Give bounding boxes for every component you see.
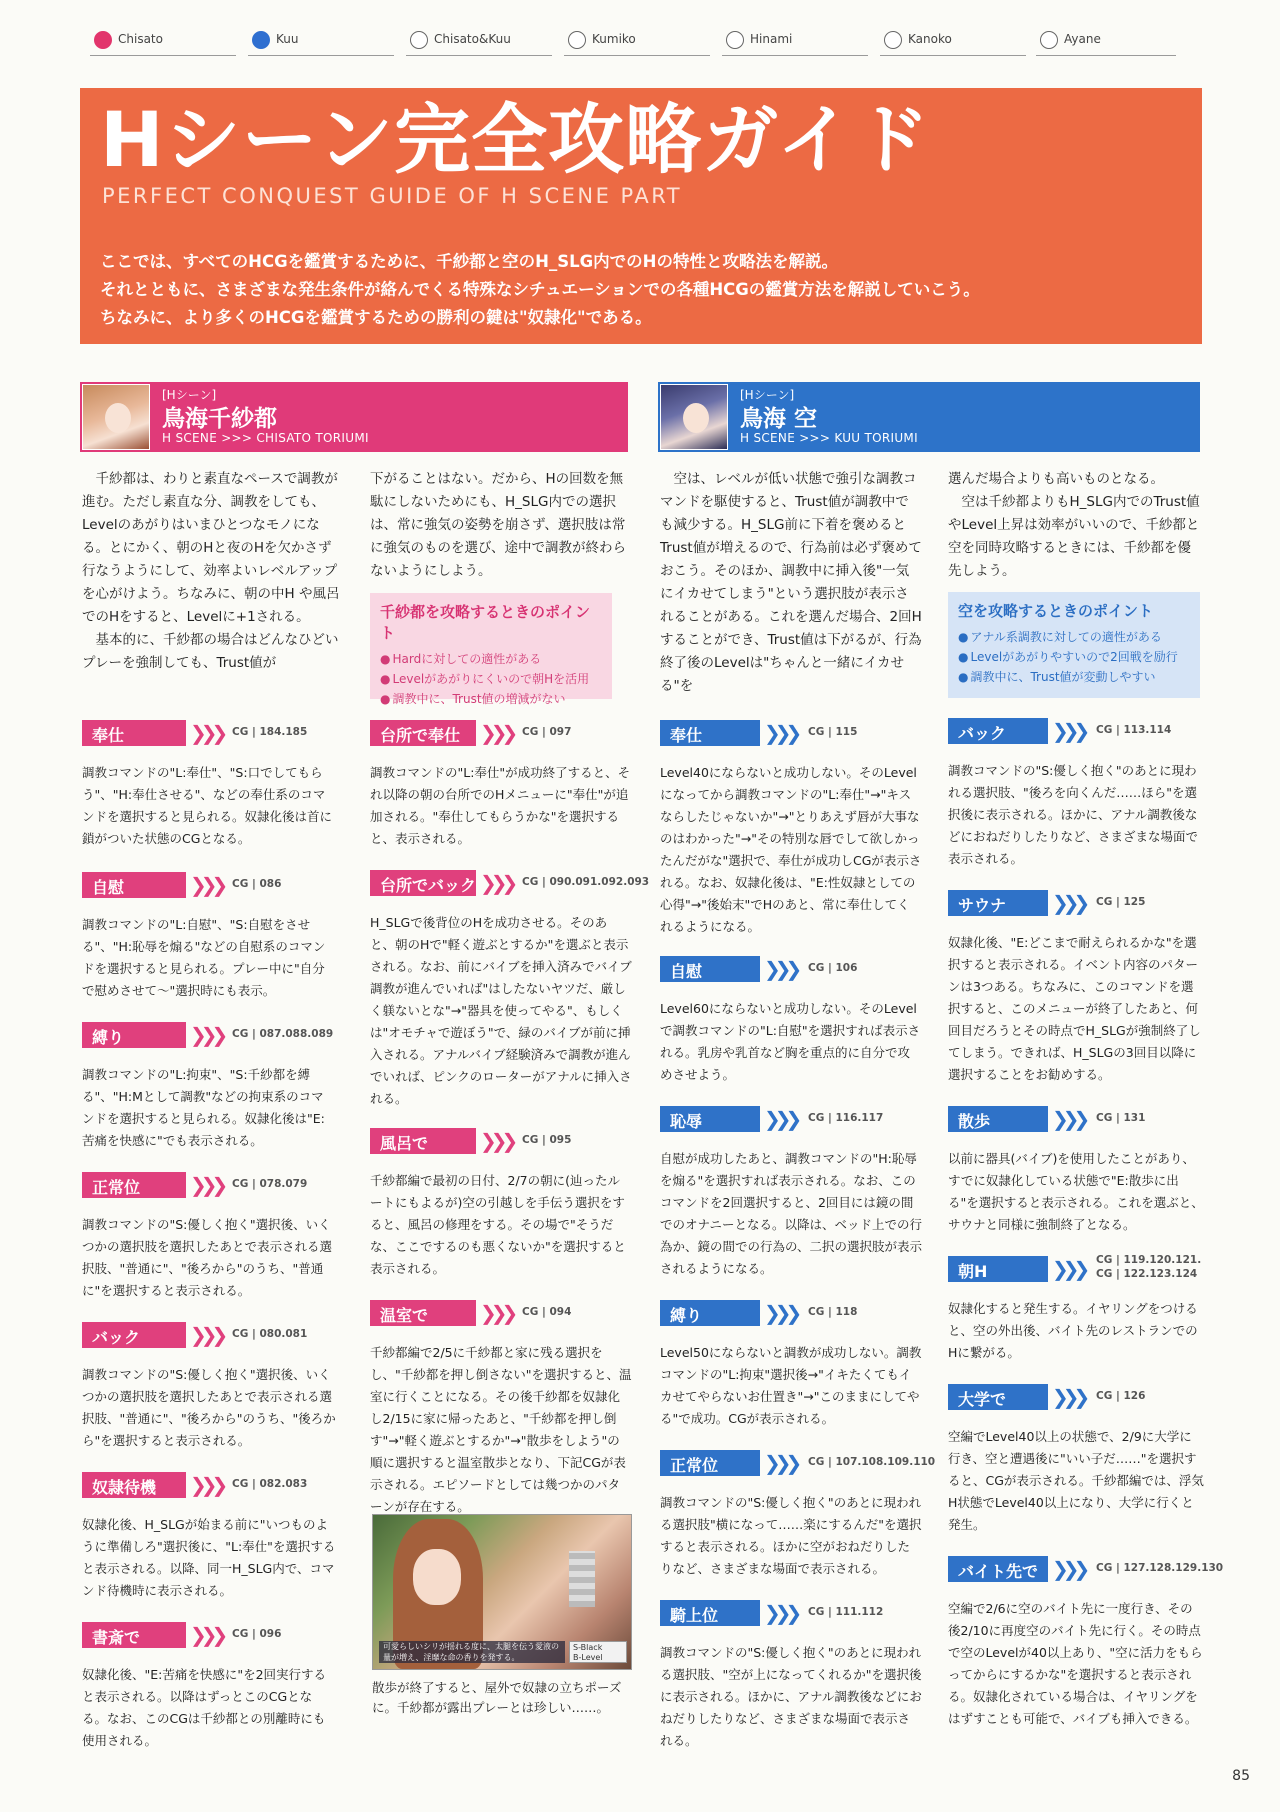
scene-title: 縛り <box>82 1022 186 1048</box>
nav-tab-label: Chisato&Kuu <box>434 32 511 46</box>
scene-description: H_SLGで後背位のHを成功させる。そのあと、朝のHで"軽く遊ぶとするか"を選ぶと表示される。なお、前にバイブを挿入済みでバイブ調教が進んでいれば"はしたないヤツだ、厳しく躾ないとな"→"器具を使ってやる"、もしくは"オモチャで遊ぼう"で、緑のバイブが前に挿入される。アナルバイブ経験済みで調教が進んでいれば、ピンクのローターがアナルに挿入される。 <box>370 915 632 1106</box>
hero-description <box>100 248 1190 332</box>
hero-line: ちなみに、より多くのHCGを鑑賞するための勝利の鍵は"奴隷化"である。 <box>100 308 652 327</box>
scene-block <box>660 956 922 1086</box>
scene-block <box>82 1322 336 1452</box>
scene-title: 縛り <box>660 1300 760 1326</box>
scene-block <box>82 872 336 1002</box>
scene-title: バック <box>948 718 1048 744</box>
chevron-right-icon: ❯❯❯ <box>190 721 223 745</box>
scene-block <box>82 1172 336 1302</box>
chevron-right-icon: ❯❯❯ <box>190 1173 223 1197</box>
scene-block <box>370 1300 632 1518</box>
scene-description: 以前に器具(バイブ)を使用したことがあり、すでに奴隷化している状態で"E:散歩に出る"を選択すると表示される。これを選ぶと、サウナと同様に強制終了となる。 <box>948 1151 1204 1232</box>
nav-tab-label: Chisato <box>118 32 163 46</box>
intro-paragraph: 空は千紗都よりもH_SLG内でのTrust値やLevel上昇は効率がいいので、千紗都と空を同時攻略するときには、千紗都を優先しよう。 <box>948 494 1200 579</box>
scene-description: 調教コマンドの"S:優しく抱く"選択後、いくつかの選択肢を選択したあとで表示される選択肢、"普通に"、"後ろから"のうち、"後ろから"を選択すると表示される。 <box>82 1367 336 1448</box>
scene-block <box>660 1106 922 1280</box>
scene-block <box>948 890 1204 1086</box>
cg-number: CG | 126 <box>1096 1390 1146 1402</box>
page-subtitle: PERFECT CONQUEST GUIDE OF H SCENE PART <box>102 184 683 208</box>
cg-number: CG | 096 <box>232 1628 282 1640</box>
page-number: 85 <box>1232 1768 1250 1784</box>
scene-description: 調教コマンドの"L:奉仕"が成功終了すると、それ以降の朝の台所でのHメニューに"奉仕"が追加される。"奉仕してもらうかな"を選択すると、表示される。 <box>370 765 631 846</box>
scene-description: 奴隷化後、"E:どこまで耐えられるかな"を選択すると表示される。イベント内容のパターンは3つある。ちなみに、このコマンドを選択すると、このメニューが終了したあと、何回目だろうとその時点でH_SLGが強制終了してしまう。できれば、H_SLGの3回目以降に選択することをお勧めする。 <box>948 935 1201 1082</box>
scene-description: 奴隷化後、H_SLGが始まる前に"いつものように準備しろ"選択後に、"L:奉仕"を選択すると表示される。以降、同一H_SLG内で、コマンド待機時に表示される。 <box>82 1517 336 1598</box>
hero-line: それとともに、さまざまな発生条件が絡んでくる特殊なシチュエーションでの各種HCGの鑑賞方法を解説していこう。 <box>100 280 980 299</box>
cg-number: CG | 131 <box>1096 1112 1146 1124</box>
kuu-point-box <box>948 592 1200 698</box>
cg-number: CG | 125 <box>1096 896 1146 908</box>
cg-number: CG | 116.117 <box>808 1112 884 1124</box>
cg-number: CG | 122.123.124 <box>1096 1268 1198 1280</box>
nav-tab-chisato[interactable] <box>90 26 236 56</box>
intro-paragraph: 千紗都は、わりと素直なペースで調教が進む。ただし素直な分、調教をしても、Levelのあがりはいまひとつなモノになる。とにかく、朝のHと夜のHを欠かさず行なうようにして、効率よいレベルアップを心がけよう。ちなみに、朝の中H や風呂でのHをすると、Levelに+1される。 <box>82 471 340 625</box>
nav-tab-kumiko[interactable] <box>564 26 710 56</box>
scene-title: 書斎で <box>82 1622 186 1648</box>
cg-number: CG | 113.114 <box>1096 724 1172 736</box>
chisato-intro-col1 <box>82 468 344 675</box>
scene-description: 調教コマンドの"L:拘束"、"S:千紗都を縛る"、"H:Mとして調教"などの拘束系のコマンドを選択すると見られる。奴隷化後は"E:苦痛を快感に"でも表示される。 <box>82 1067 325 1148</box>
chevron-right-icon: ❯❯❯ <box>1052 891 1085 915</box>
scene-description: 調教コマンドの"S:優しく抱く"のあとに現われる選択肢、"後ろを向くんだ……ほら"を選択後に表示される。ほかに、アナル調教後などにおねだりしたりなど、さまざまな場面で表示される。 <box>948 763 1199 866</box>
scene-description: Level50にならないと調教が成功しない。調教コマンドの"L:拘束"選択後→"イキたくてもイカせてやらないお仕置き"→"このままにしてやる"で成功。CGが表示される。 <box>660 1345 922 1426</box>
nav-tab-label: Kumiko <box>592 32 636 46</box>
scene-description: 調教コマンドの"S:優しく抱く"選択後、いくつかの選択肢を選択したあとで表示される選択肢、"普通に"、"後ろから"のうち、"普通に"を選択すると表示される。 <box>82 1217 333 1298</box>
scene-description: Level60にならないと成功しない。そのLevelで調教コマンドの"L:自慰"を選択すれば表示される。乳房や乳首など胸を重点的に自分で攻めさせよう。 <box>660 1001 921 1082</box>
cg-number: CG | 086 <box>232 878 282 890</box>
scene-description: 調教コマンドの"S:優しく抱く"のあとに現われる選択肢、"空が上になってくれるか"を選択後に表示される。ほかに、アナル調教後などにおねだりしたりなど、さまざまな場面で表示される。 <box>660 1645 922 1748</box>
scene-block <box>82 1622 336 1752</box>
nav-tab-kanoko[interactable] <box>880 26 1026 56</box>
chevron-right-icon: ❯❯❯ <box>190 1023 223 1047</box>
hero-banner <box>80 88 1202 344</box>
scene-title: 奉仕 <box>660 720 760 746</box>
cg-number: CG | 094 <box>522 1306 572 1318</box>
character-nav <box>90 26 1180 58</box>
scene-title: 奴隷待機 <box>82 1472 186 1498</box>
scene-title: バック <box>82 1322 186 1348</box>
cg-number: CG | 097 <box>522 726 572 738</box>
scene-block <box>82 1022 336 1152</box>
chevron-right-icon: ❯❯❯ <box>480 1301 513 1325</box>
scene-block <box>660 720 922 938</box>
point-item: ● 調教中に、Trust値が変動しやすい <box>958 667 1190 687</box>
cg-number: CG | 078.079 <box>232 1178 308 1190</box>
scene-title: 自慰 <box>82 872 186 898</box>
chevron-right-icon: ❯❯❯ <box>764 721 797 745</box>
cg-number: CG | 111.112 <box>808 1606 884 1618</box>
point-title: 空を攻略するときのポイント <box>958 602 1154 620</box>
chevron-right-icon: ❯❯❯ <box>480 871 513 895</box>
scene-description: 奴隷化後、"E:苦痛を快感に"を2回実行すると表示される。以降はずっとこのCGとなる。なお、このCGは千紗都との別離時にも使用される。 <box>82 1667 327 1748</box>
chevron-right-icon: ❯❯❯ <box>480 721 513 745</box>
nav-tab-kuu[interactable] <box>248 26 394 56</box>
cg-number: CG | 127.128.129.130 <box>1096 1562 1224 1574</box>
hero-line: ここでは、すべてのHCGを鑑賞するために、千紗都と空のH_SLG内でのHの特性と攻略法を解説。 <box>100 252 838 271</box>
scene-description: 奴隷化すると発生する。イヤリングをつけると、空の外出後、バイト先のレストランでのHに繋がる。 <box>948 1301 1198 1360</box>
chevron-right-icon: ❯❯❯ <box>764 1301 797 1325</box>
scene-block <box>948 1556 1224 1730</box>
scene-title: 自慰 <box>660 956 760 982</box>
chisato-avatar <box>82 384 150 450</box>
cg-number: CG | 087.088.089 <box>232 1028 334 1040</box>
kuu-intro-col2 <box>948 468 1202 583</box>
scene-block <box>948 718 1204 870</box>
kuu-avatar <box>660 384 728 450</box>
scene-block <box>370 1128 632 1280</box>
point-item: ● アナル系調教に対しての適性がある <box>958 627 1190 647</box>
kuu-section-header <box>658 382 1200 452</box>
cg-number: CG | 119.120.121. <box>1096 1254 1202 1266</box>
section-tag: [Hシーン] <box>162 388 217 402</box>
chevron-right-icon: ❯❯❯ <box>1052 1385 1085 1409</box>
circle-icon <box>884 31 902 49</box>
page-title: Hシーン完全攻略ガイド <box>100 95 931 184</box>
scene-block <box>82 1472 336 1602</box>
chisato-section-header <box>80 382 628 452</box>
chevron-right-icon: ❯❯❯ <box>190 1623 223 1647</box>
scene-block <box>660 1300 922 1430</box>
nav-tab-ayane[interactable] <box>1036 26 1176 56</box>
screenshot-message: 可愛らしいシリが揺れる度に、太腿を伝う愛液の量が増え、淫靡な命の香りを発する。 <box>379 1641 565 1663</box>
chisato-point-box <box>370 593 612 706</box>
circle-icon <box>410 31 428 49</box>
chevron-right-icon: ❯❯❯ <box>764 1451 797 1475</box>
circle-icon <box>726 31 744 49</box>
character-name: 鳥海 空 <box>740 406 818 432</box>
circle-icon <box>1040 31 1058 49</box>
chevron-right-icon: ❯❯❯ <box>190 873 223 897</box>
scene-title: 温室で <box>370 1300 476 1326</box>
chevron-right-icon: ❯❯❯ <box>1052 1257 1085 1281</box>
scene-block <box>948 1384 1204 1536</box>
point-item: ● Levelがあがりやすいので2回戦を励行 <box>958 647 1190 667</box>
cg-number: CG | 115 <box>808 726 858 738</box>
scene-title: 正常位 <box>82 1172 186 1198</box>
scene-title: 台所でバック <box>370 870 476 896</box>
scene-description: 調教コマンドの"L:自慰"、"S:自慰をさせる"、"H:恥辱を煽る"などの自慰系のコマンドを選択すると見られる。プレー中に"自分で慰めさせて〜"選択時にも表示。 <box>82 917 326 998</box>
chevron-right-icon: ❯❯❯ <box>764 1601 797 1625</box>
scene-block <box>948 1256 1204 1364</box>
nav-tab-label: Ayane <box>1064 32 1101 46</box>
screenshot-caption: 散歩が終了すると、屋外で奴隷の立ちポーズに。千紗都が露出プレーとは珍しい……。 <box>372 1680 622 1715</box>
scene-block <box>948 1106 1204 1236</box>
chevron-right-icon: ❯❯❯ <box>190 1473 223 1497</box>
scene-title: 騎上位 <box>660 1600 760 1626</box>
intro-paragraph: 基本的に、千紗都の場合はどんなひどいプレーを強制しても、Trust値が <box>82 632 339 671</box>
intro-paragraph: 選んだ場合よりも高いものとなる。 <box>948 471 1164 487</box>
scene-title: 台所で奉仕 <box>370 720 476 746</box>
scene-title: 奉仕 <box>82 720 186 746</box>
scene-title: 恥辱 <box>660 1106 760 1132</box>
point-item: ● Levelがあがりにくいので朝Hを活用 <box>380 669 602 689</box>
scene-title: サウナ <box>948 890 1048 916</box>
scene-description: 調教コマンドの"L:奉仕"、"S:口でしてもらう"、"H:奉仕させる"、などの奉仕系のコマンドを選択すると見られる。奴隷化後は首に鎖がついた状態のCGとなる。 <box>82 765 333 846</box>
scene-description: 空編で2/6に空のバイト先に一度行き、その後2/10に再度空のバイト先に行く。その時点で空のLevelが40以上あり、"空に活力をもらってからにするかな"を選択すると表示される。奴隷化されている場合は、イヤリングをはずすことも可能で、バイブも挿入できる。 <box>948 1601 1203 1726</box>
screenshot-hud <box>569 1641 627 1663</box>
intro-paragraph: 下がることはない。だから、Hの回数を無駄にしないためにも、H_SLG内での選択は、常に強気の姿勢を崩さず、選択肢は常に強気のものを選び、途中で調教が終わらないようにしよう。 <box>370 471 626 579</box>
scene-description: 千紗都編で2/5に千紗都と家に残る選択をし、"千紗都を押し倒さない"を選択すると、温室に行くことになる。その後千紗都を奴隷化し2/15に家に帰ったあと、"千紗都を押し倒す"→"軽く遊ぶとするか"→"散歩をしよう"の順に選択すると温室散歩となり、下記CGが表示される。エピソードとしては幾つかのパターンが存在する。 <box>370 1345 632 1514</box>
cg-number: CG | 118 <box>808 1306 858 1318</box>
section-tag: [Hシーン] <box>740 388 795 402</box>
scene-block <box>660 1450 936 1580</box>
scene-block <box>370 870 650 1110</box>
point-item: ● 調教中に、Trust値の増減がない <box>380 689 602 709</box>
scene-description: 千紗都編で最初の日付、2/7の朝に(辿ったルートにもよるが)空の引越しを手伝う選択をすると、風呂の修理をする。その場で"そうだな、ここでするのも悪くないか"を選択すると表示される。 <box>370 1173 626 1276</box>
cg-number: CG | 090.091.092.093 <box>522 876 650 888</box>
nav-tab-hinami[interactable] <box>722 26 868 56</box>
cg-number: CG | 107.108.109.110 <box>808 1456 936 1468</box>
hud-label: S-Black <box>573 1643 603 1652</box>
hud-label: B-Level <box>573 1653 603 1662</box>
point-item: ● Hardに対しての適性がある <box>380 649 602 669</box>
circle-icon <box>568 31 586 49</box>
nav-tab-label: Hinami <box>750 32 793 46</box>
cg-number: CG | 184.185 <box>232 726 308 738</box>
cg-number: CG | 080.081 <box>232 1328 308 1340</box>
scene-title: バイト先で <box>948 1556 1048 1582</box>
chevron-right-icon: ❯❯❯ <box>764 957 797 981</box>
chevron-right-icon: ❯❯❯ <box>1052 1557 1085 1581</box>
chevron-right-icon: ❯❯❯ <box>480 1129 513 1153</box>
cg-number: CG | 106 <box>808 962 858 974</box>
scene-description: Level40にならないと成功しない。そのLevelになってから調教コマンドの"L:奉仕"→"キスならしたじゃないか"→"とりあえず唇が大事なのはわかった"→"その特別な唇でして欲しかったんだがな"選択で、奉仕が成功しCGが表示される。なお、奴隷化後は、"E:性奴隷としての心得"→"後始末"でHのあと、常に奉仕してくれるようになる。 <box>660 765 922 934</box>
circle-icon <box>94 31 112 49</box>
scene-description: 空編でLevel40以上の状態で、2/9に大学に行き、空と遭遇後に"いい子だ……"を選択すると、CGが表示される。千紗都編では、浮気H状態でLevel40以上になり、大学に行くと発生。 <box>948 1429 1204 1532</box>
game-screenshot <box>372 1514 632 1670</box>
chevron-right-icon: ❯❯❯ <box>1052 1107 1085 1131</box>
chisato-intro-col2 <box>370 468 626 583</box>
scene-title: 正常位 <box>660 1450 760 1476</box>
scene-block <box>82 720 336 850</box>
nav-tab-chisato-kuu[interactable] <box>406 26 552 56</box>
point-title: 千紗都を攻略するときのポイント <box>380 603 591 642</box>
scene-block <box>370 720 632 850</box>
scene-title: 朝H <box>948 1256 1048 1282</box>
character-name-en: H SCENE >>> CHISATO TORIUMI <box>162 431 369 445</box>
chevron-right-icon: ❯❯❯ <box>1052 719 1085 743</box>
scene-title: 大学で <box>948 1384 1048 1410</box>
kuu-intro-col1 <box>660 468 922 698</box>
character-name: 鳥海千紗都 <box>162 406 277 432</box>
intro-paragraph: 空は、レベルが低い状態で強引な調教コマンドを駆使すると、Trust値が調教中でも減少する。H_SLG前に下着を褒めるとTrust値が増えるので、行為前は必ず褒めておこう。そのほか、調教中に挿入後"一気にイカせてしまう"という選択肢が表示されることがある。これを選んだ場合、2回Hすることができ、Trust値は下がるが、行為終了後のLevelは"ちゃんと一緒にイカせる"を <box>660 471 922 694</box>
character-name-en: H SCENE >>> KUU TORIUMI <box>740 431 918 445</box>
chevron-right-icon: ❯❯❯ <box>190 1323 223 1347</box>
scene-title: 風呂で <box>370 1128 476 1154</box>
cg-number: CG | 082.083 <box>232 1478 308 1490</box>
nav-tab-label: Kuu <box>276 32 299 46</box>
cg-number: CG | 095 <box>522 1134 572 1146</box>
scene-description: 調教コマンドの"S:優しく抱く"のあとに現われる選択肢"横になって……楽にするんだ"を選択すると表示される。ほかに空がおねだりしたりなど、さまざまな場面で表示される。 <box>660 1495 922 1576</box>
nav-tab-label: Kanoko <box>908 32 952 46</box>
chevron-right-icon: ❯❯❯ <box>764 1107 797 1131</box>
scene-block <box>660 1600 922 1752</box>
scene-description: 自慰が成功したあと、調教コマンドの"H:恥辱を煽る"を選択すれば表示される。なお、このコマンドを2回選択すると、2回目には鏡の間でのオナニーとなる。以降は、ベッド上での行為か、鏡の間での行為の、二択の選択肢が表示されるようになる。 <box>660 1151 923 1276</box>
scene-title: 散歩 <box>948 1106 1048 1132</box>
circle-icon <box>252 31 270 49</box>
